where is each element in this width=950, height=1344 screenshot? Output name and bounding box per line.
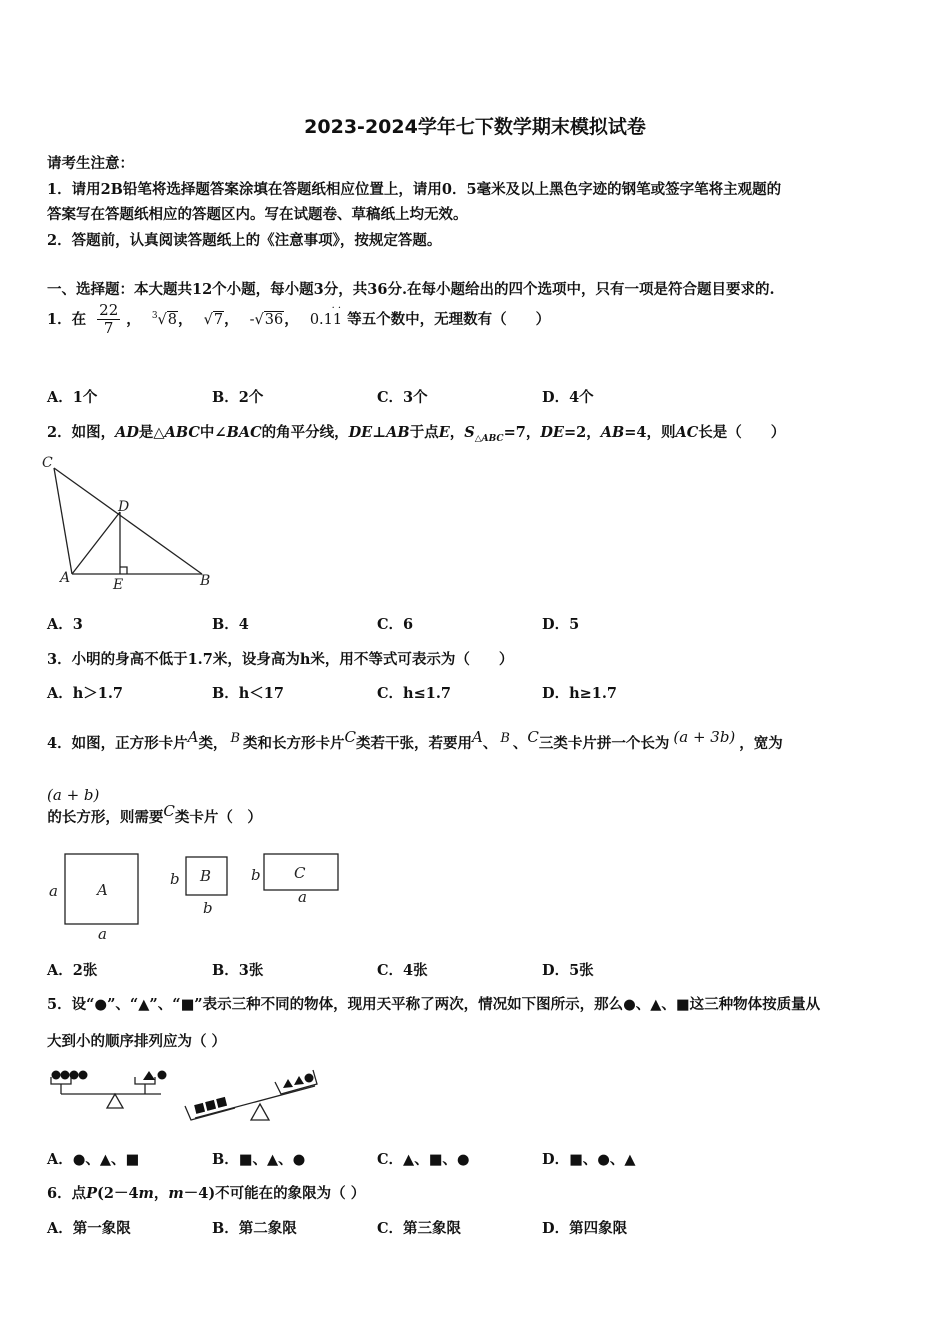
q4-t8: ，宽为	[739, 734, 783, 752]
q1-minus: -	[249, 311, 255, 328]
q4-t3: 类和长方形卡片	[243, 734, 345, 752]
question-5-line-2: 大到小的顺序排列应为（ ）	[47, 1033, 227, 1050]
q4-t9: 的长方形，则需要	[47, 808, 164, 826]
q4-t2: 类，	[198, 734, 228, 752]
q2-option-a[interactable]: A．3	[47, 616, 83, 633]
q2-t7: ，	[449, 424, 465, 441]
q2-label-a: A	[60, 570, 71, 586]
q2-right-angle-mark	[120, 567, 127, 574]
q4-option-c[interactable]: C．4张	[377, 962, 428, 979]
q2-de: DE	[348, 424, 373, 441]
q1-frac-num: 22	[99, 301, 119, 319]
q6-option-d[interactable]: D．第四象限	[542, 1220, 628, 1237]
q2-t2: 是△	[138, 424, 165, 441]
q1-cbrt-index: 3	[151, 310, 158, 321]
q6-t2: (2－4	[97, 1185, 139, 1202]
q2-abc: ABC	[164, 424, 200, 441]
notice-item-1a: 1．请用2B铅笔将选择题答案涂填在答题纸相应位置上，请用0．5毫米及以上黑色字迹的钢笔或签字笔将主观题的	[47, 181, 782, 198]
q5-scale-tilted	[185, 1070, 317, 1120]
q1-sqrt7: √7	[203, 311, 224, 328]
q2-ad: AD	[115, 424, 139, 441]
q1-prefix: 1．在	[47, 310, 87, 328]
q2-t9: =2，	[563, 424, 601, 441]
q4-t7: 三类卡片拼一个长为	[538, 734, 670, 752]
q2-ab: AB	[386, 424, 410, 441]
notice-item-1b: 答案写在答题纸相应的答题区内。写在试题卷、草稿纸上均无效。	[47, 206, 468, 223]
q2-ac: AC	[675, 424, 699, 441]
q1-cbrt-radicand: 8	[167, 311, 178, 328]
q2-ab2: AB	[600, 424, 625, 441]
q6-option-c[interactable]: C．第三象限	[377, 1220, 462, 1237]
q2-e: E	[438, 424, 450, 441]
q6-option-a[interactable]: A．第一象限	[47, 1220, 131, 1237]
q1-option-a[interactable]: A．1个	[47, 389, 98, 406]
q2-t4: 的角平分线，	[261, 424, 349, 441]
q1-option-b[interactable]: B．2个	[212, 389, 264, 406]
q1-neg-sqrt36: -√36	[249, 311, 284, 328]
q4-label-b-bottom: b	[203, 899, 213, 917]
q1-sqrt7-radicand: 7	[213, 311, 224, 328]
q1-sep-2: ，	[178, 310, 193, 328]
q1-sep-4: ，	[284, 310, 299, 328]
q5-option-d[interactable]: D．■、●、▲	[542, 1151, 636, 1168]
q4-label-c-side: b	[251, 866, 261, 884]
q4-A2: A	[471, 728, 483, 746]
question-1	[47, 302, 550, 338]
q2-option-b[interactable]: B．4	[212, 616, 249, 633]
q4-label-card-a: A	[97, 881, 108, 899]
q2-de2: DE	[540, 424, 564, 441]
q1-fraction	[97, 302, 120, 338]
q4-t10: 类卡片（ ）	[174, 808, 262, 826]
q4-t5: 、	[482, 734, 498, 752]
q3-option-a[interactable]: A．h＞1.7	[47, 685, 124, 702]
q2-t3: 中∠	[199, 424, 227, 441]
q2-side-cb	[54, 468, 202, 574]
question-4-line-2	[47, 785, 314, 826]
q6-t3: ，	[153, 1185, 169, 1202]
q4-label-a-bottom: a	[98, 925, 107, 943]
notice-item-2: 2．答题前，认真阅读答题纸上的《注意事项》，按规定答题。	[47, 232, 442, 249]
q1-sep-3: ，	[224, 310, 239, 328]
q4-C3: C	[163, 802, 175, 820]
q2-s-sub: △ABC	[474, 433, 504, 444]
q1-sqrt36-radicand: 36	[264, 311, 284, 328]
q2-option-d[interactable]: D．5	[542, 616, 580, 633]
q2-segment-ad	[72, 512, 120, 574]
q3-option-b[interactable]: B．h＜17	[212, 685, 284, 702]
q1-option-d[interactable]: D．4个	[542, 389, 594, 406]
notice-heading: 请考生注意：	[47, 155, 134, 172]
question-6	[47, 1182, 365, 1203]
q2-t11: 长是（ ）	[698, 424, 786, 441]
q5-option-c[interactable]: C．▲、■、●	[377, 1151, 470, 1168]
q2-label-e: E	[113, 577, 124, 593]
q4-t4: 类若干张，若要用	[355, 734, 472, 752]
q5-balance-figure	[45, 1062, 325, 1134]
q6-t4: －4)不可能在的象限为（ ）	[183, 1185, 366, 1202]
q4-label-c-bottom: a	[298, 888, 307, 906]
q2-label-b: B	[200, 573, 211, 589]
q2-label-c: C	[42, 455, 53, 471]
q2-option-c[interactable]: C．6	[377, 616, 414, 633]
question-3: 3．小明的身高不低于1.7米，设身高为h米，用不等式可表示为（ ）	[47, 651, 514, 668]
q1-suffix: 等五个数中，无理数有（ ）	[347, 310, 551, 328]
question-5-line-1: 5．设“●”、“▲”、“■”表示三种不同的物体，现用天平称了两次，情况如下图所示，那么●、▲、■这三种物体按质量从	[47, 996, 821, 1013]
q2-t8: =7，	[503, 424, 541, 441]
q5-option-b[interactable]: B．■、▲、●	[212, 1151, 306, 1168]
q2-t5: ⊥	[372, 424, 387, 441]
q2-t10: =4，则	[624, 424, 676, 441]
q4-label-b-side: b	[170, 870, 180, 888]
q4-C: C	[344, 728, 356, 746]
q5-option-a[interactable]: A．●、▲、■	[47, 1151, 140, 1168]
q4-expr-width: (a + b)	[47, 785, 100, 804]
q1-option-c[interactable]: C．3个	[377, 389, 428, 406]
section-heading: 一、选择题：本大题共12个小题，每小题3分，共36分.在每小题给出的四个选项中，只有一项是符合题目要求的.	[47, 281, 775, 298]
q4-label-card-c: C	[294, 864, 306, 882]
page-title: 2023-2024学年七下数学期末模拟试卷	[304, 116, 646, 138]
q4-label-card-b: B	[200, 867, 212, 885]
q6-m2: m	[168, 1185, 184, 1202]
q2-triangle-figure	[40, 452, 225, 594]
q1-repeating-decimal	[309, 302, 343, 328]
question-4-line-1	[47, 728, 783, 753]
q4-t6: 、	[512, 734, 528, 752]
q1-sep-1: ，	[126, 310, 141, 328]
q1-repeating-value: 0.11	[309, 311, 343, 328]
q2-side-ca	[54, 468, 72, 574]
q1-frac-den: 7	[103, 319, 114, 338]
q4-option-b[interactable]: B．3张	[212, 962, 264, 979]
q6-t1: 6．点	[47, 1185, 87, 1202]
q2-bac: BAC	[226, 424, 262, 441]
q2-t1: 2．如图，	[47, 424, 116, 441]
q4-B2: B	[500, 731, 510, 746]
q1-cbrt: $^3$√8	[151, 310, 178, 328]
q2-s: S	[464, 424, 475, 441]
q3-option-c[interactable]: C．h≤1.7	[377, 685, 451, 702]
q4-option-d[interactable]: D．5张	[542, 962, 594, 979]
q4-A: A	[187, 728, 199, 746]
question-2	[47, 421, 785, 444]
q5-scale-balanced	[51, 1071, 167, 1109]
q2-label-d: D	[118, 499, 130, 515]
q4-cards-figure	[44, 846, 354, 946]
q4-B: B	[230, 731, 240, 746]
q4-line2-rest	[47, 802, 262, 826]
q6-option-b[interactable]: B．第二象限	[212, 1220, 297, 1237]
q4-expr-length: (a + 3b)	[673, 728, 736, 746]
q6-m1: m	[138, 1185, 154, 1202]
q6-p: P	[86, 1185, 97, 1202]
q2-t6: 于点	[409, 424, 439, 441]
q4-option-a[interactable]: A．2张	[47, 962, 98, 979]
q3-option-d[interactable]: D．h≥1.7	[542, 685, 617, 702]
q4-label-a-side: a	[49, 882, 58, 900]
q4-t1: 4．如图，正方形卡片	[47, 734, 188, 752]
q1-repeat-dots: · ·	[331, 302, 342, 314]
q4-C2: C	[527, 728, 539, 746]
